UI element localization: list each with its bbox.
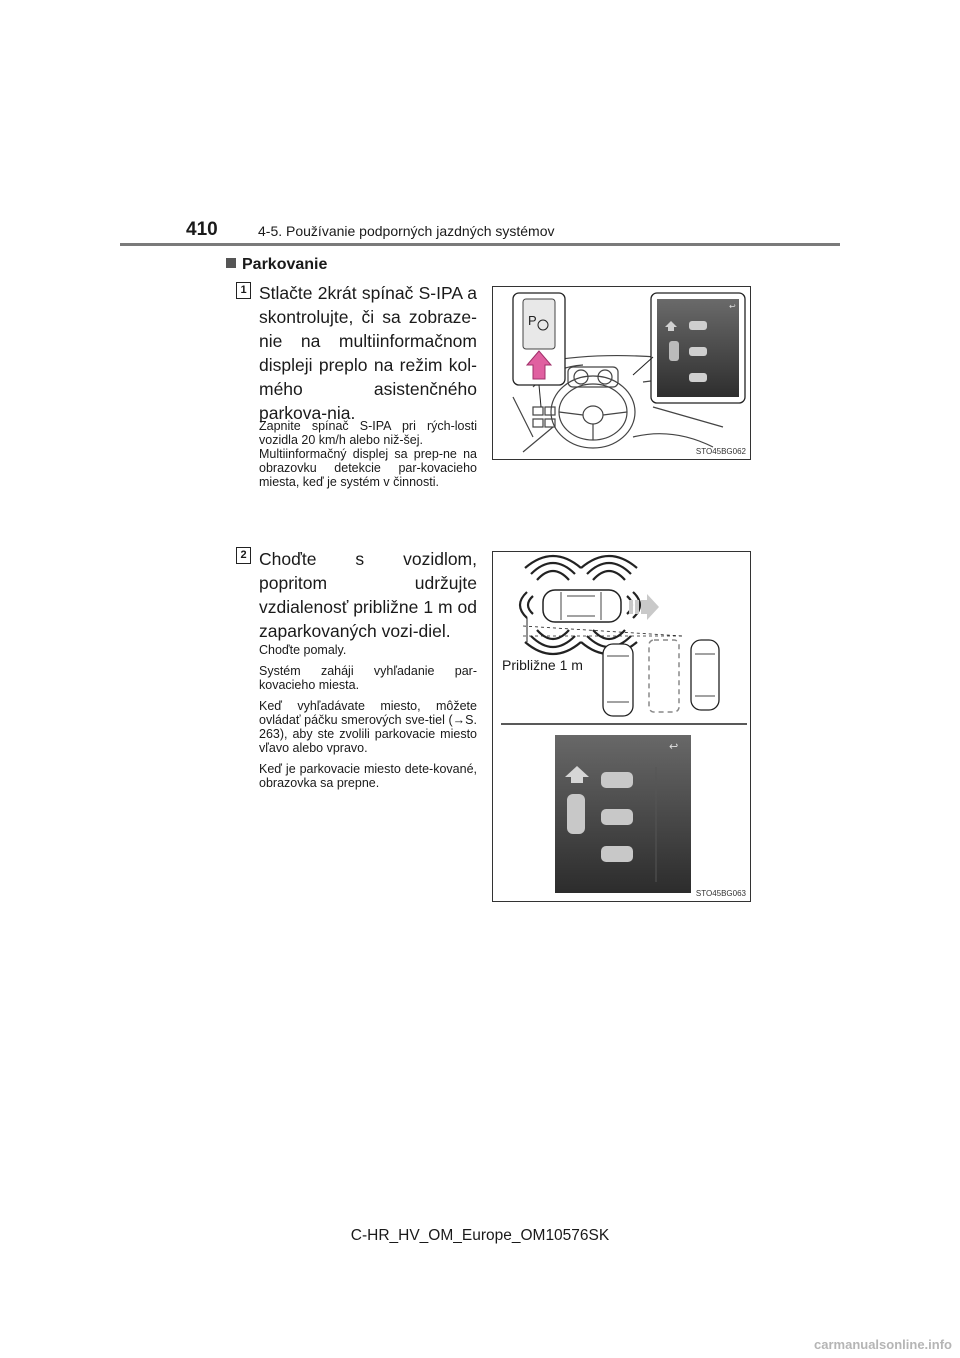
figure-s-ipa-switch (492, 286, 751, 460)
step-number-badge: 2 (236, 547, 251, 564)
square-bullet-icon (226, 258, 236, 268)
document-id: C-HR_HV_OM_Europe_OM10576SK (350, 1227, 610, 1244)
step-2-note: Keď je parkovacie miesto dete-kované, obrazovka sa prepne. (259, 762, 477, 790)
step-2-notes (259, 643, 477, 797)
section-title: 4-5. Používanie podporných jazdných systémov (258, 223, 555, 239)
header-rule (120, 243, 840, 246)
step-1-notes (259, 419, 477, 496)
step-1-instruction: Stlačte 2krát spínač S-IPA a skontrolujte, či sa zobraze-nie na multiinformačnom displeji preplo na režim kol-mého asistenčného parkova-nia. (259, 283, 477, 423)
figure-code: STO45BG063 (695, 889, 746, 898)
step-1-note: Zapnite spínač S-IPA pri rých-losti vozidla 20 km/h alebo niž-šej. (259, 419, 477, 447)
page-number: 410 (186, 219, 218, 240)
dashboard-illustration (493, 287, 750, 459)
distance-label: Približne 1 m (502, 657, 583, 673)
figure-searching-parking-space (492, 551, 751, 902)
section-heading (226, 256, 327, 274)
step-2-instruction: Choďte s vozidlom, popritom udržujte vzdialenosť približne 1 m od zaparkovaných vozi-diel. (259, 549, 477, 641)
svg-text:↩: ↩ (669, 741, 679, 753)
section-heading-text: Parkovanie (242, 256, 328, 273)
step-2-note: Choďte pomaly. (259, 643, 347, 657)
step-2-note: Keď vyhľadávate miesto, môžete ovládať páčku smerových sve-tiel (→S. 263), aby ste zvolili parkovacie miesto vľavo alebo vpravo. (259, 699, 477, 755)
step-2-note: Systém zaháji vyhľadanie par-kovacieho miesta. (259, 664, 477, 692)
parking-search-illustration (493, 552, 750, 901)
step-number-badge: 1 (236, 282, 251, 299)
svg-text:P: P (528, 313, 537, 328)
watermark: carmanualsonline.info (814, 1337, 952, 1352)
svg-text:↩: ↩ (729, 302, 736, 311)
step-1-note: Multiinformačný displej sa prep-ne na obrazovku detekcie par-kovacieho miesta, keď je systém v činnosti. (259, 447, 477, 489)
figure-code: STO45BG062 (695, 447, 746, 456)
